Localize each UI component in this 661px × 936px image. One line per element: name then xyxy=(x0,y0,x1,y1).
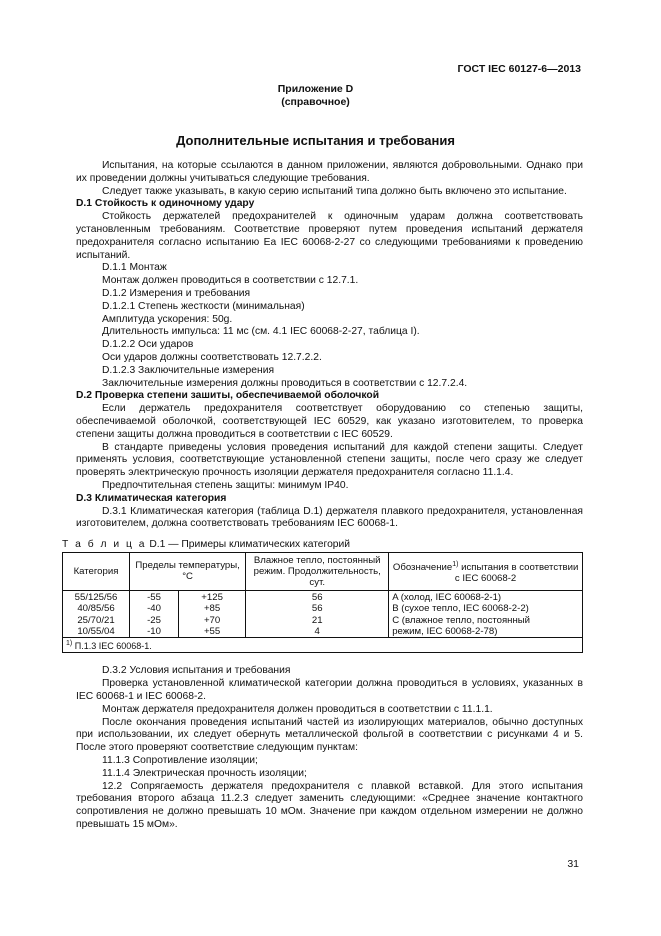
temp-max-cell: +125 xyxy=(179,590,246,603)
paragraph: 11.1.4 Электрическая прочность изоляции; xyxy=(102,767,307,779)
paragraph: Амплитуда ускорения: 50g. xyxy=(102,313,233,325)
paragraph: Оси ударов должны соответствовать 12.7.2.2. xyxy=(102,351,322,363)
page-number: 31 xyxy=(567,858,579,870)
table-row xyxy=(63,615,583,626)
appendix-title: Приложение D xyxy=(277,83,354,95)
paragraph: Следует также указывать, в какую серию испытаний типа должно быть включено это испытание. xyxy=(102,185,567,197)
designation-cell: A (холод, IEC 60068-2-1) xyxy=(389,590,583,603)
paragraph: D.3.1 Климатическая категория (таблица D.1) держателя плавкого предохранителя, установленная изготовителем, должна соответствовать требованиям IEC 60068-1. xyxy=(76,505,583,530)
temp-min-cell: -55 xyxy=(130,590,179,603)
subheading-d121: D.1.2.1 Степень жесткости (минимальная) xyxy=(102,300,305,312)
designation-cell: B (сухое тепло, IEC 60068-2-2) xyxy=(389,603,583,614)
subheading-d123: D.1.2.3 Заключительные измерения xyxy=(102,364,275,376)
temp-max-cell: +85 xyxy=(179,603,246,614)
appendix-subtitle: (справочное) xyxy=(281,96,350,108)
col-header-temperature: Пределы температуры, °С xyxy=(130,552,246,590)
duration-cell: 4 xyxy=(246,626,389,638)
climate-categories-table xyxy=(62,552,583,653)
table-row xyxy=(63,603,583,614)
table-row xyxy=(63,626,583,638)
category-cell: 55/125/56 xyxy=(63,590,130,603)
subheading-d11: D.1.1 Монтаж xyxy=(102,262,167,274)
table-body xyxy=(63,590,583,652)
paragraph: Предпочтительная степень защиты: минимум IP40. xyxy=(102,479,349,491)
paragraph: Проверка установленной климатической категории должна проводиться в условиях, указанных в IEC 60068-1 и IEC 60068-2. xyxy=(76,678,583,702)
designation-cell: режим, IEC 60068-2-78) xyxy=(389,626,583,638)
paragraph: Монтаж держателя предохранителя должен проводиться в соответствии с 11.1.1. xyxy=(102,703,493,715)
standard-header: ГОСТ IEC 60127-6—2013 xyxy=(457,63,581,75)
subheading-d32: D.3.2 Условия испытания и требования xyxy=(102,665,291,677)
document-body xyxy=(62,160,583,832)
duration-cell: 56 xyxy=(246,590,389,603)
temp-min-cell: -25 xyxy=(130,615,179,626)
paragraph: Испытания, на которые ссылаются в данном приложении, являются добровольными. Однако при их проведении должны учитываться следующие требования. xyxy=(76,160,583,184)
duration-cell: 21 xyxy=(246,615,389,626)
table-caption-prefix: Т а б л и ц а xyxy=(62,539,147,551)
subheading-d12: D.1.2 Измерения и требования xyxy=(102,287,251,299)
category-cell: 40/85/56 xyxy=(63,603,130,614)
heading-d2: D.2 Проверка степени зашиты, обеспечиваемой оболочкой xyxy=(76,390,380,402)
table-footnote-row xyxy=(63,638,583,653)
duration-cell: 56 xyxy=(246,603,389,614)
heading-d1: D.1 Стойкость к одиночному удару xyxy=(76,198,255,210)
temp-min-cell: -10 xyxy=(130,626,179,638)
paragraph: Монтаж должен проводиться в соответствии с 12.7.1. xyxy=(102,275,359,287)
col-header-damp-heat: Влажное тепло, постоянный режим. Продолжительность, сут. xyxy=(246,552,389,590)
paragraph: В стандарте приведены условия проведения испытаний для каждой степени защиты. Следует применять условия, соответствующие установленной степени защиты, после чего сразу же следует проверять электрическую прочность изоляции держателя предохранителя согласно 11.1.4. xyxy=(76,441,583,479)
paragraph: 11.1.3 Сопротивление изоляции; xyxy=(102,754,258,766)
table-footnote: $^{1)}$ П.1.3 IEC 60068-1. xyxy=(63,638,583,653)
paragraph: Стойкость держателей предохранителей к одиночным ударам должна соответствовать установленным требованиям. Соответствие проверяют путем проведения испытаний держателя предохранителя согласно испытанию Ea IEC 60068-2-27 со следующими требованиями к проведению испытаний. xyxy=(76,211,583,261)
paragraph: Заключительные измерения должны проводиться в соответствии с 12.7.2.4. xyxy=(102,377,468,389)
section-title: Дополнительные испытания и требования xyxy=(176,133,455,148)
table-row xyxy=(63,590,583,603)
temp-max-cell: +55 xyxy=(179,626,246,638)
paragraph: Если держатель предохранителя соответствует оборудованию со степенью защиты, обеспечиваемой оболочкой, соответствующей IEC 60529, как указано изготовителем, то проверка степени защиты должна проводиться в соответствии с IEC 60529. xyxy=(76,403,583,440)
paragraph: После окончания проведения испытаний частей из изолирующих материалов, обычно доступных при использовании, их следует обернуть металлической фольгой в соответствии с рисунками 4 и 5. После этого проверяют соответствие следующим пунктам: xyxy=(76,716,583,754)
col-header-category: Категория xyxy=(63,552,130,590)
table-caption-text: D.1 — Примеры климатических категорий xyxy=(146,539,351,551)
subheading-d122: D.1.2.2 Оси ударов xyxy=(102,339,194,351)
category-cell: 10/55/04 xyxy=(63,626,130,638)
temp-min-cell: -40 xyxy=(130,603,179,614)
designation-cell: C (влажное тепло, постоянный xyxy=(389,615,583,626)
paragraph: Длительность импульса: 11 мс (см. 4.1 IEC 60068-2-27, таблица I). xyxy=(102,326,420,338)
temp-max-cell: +70 xyxy=(179,615,246,626)
paragraph: 12.2 Сопрягаемость держателя предохранителя с плавкой вставкой. Для этого испытания требования второго абзаца 11.2.3 следует заменить следующими: «Среднее значение контактного сопротивления не должно превышать 10 мОм. Значение при каждом отдельном измерении не должно превышать 15 мОм». xyxy=(76,780,583,830)
category-cell: 25/70/21 xyxy=(63,615,130,626)
col-header-designation: Обозначение$^{1)}$ испытания в соответствии с IEC 60068-2 xyxy=(389,552,583,590)
table-caption xyxy=(62,539,583,552)
heading-d3: D.3 Климатическая категория xyxy=(76,492,227,504)
